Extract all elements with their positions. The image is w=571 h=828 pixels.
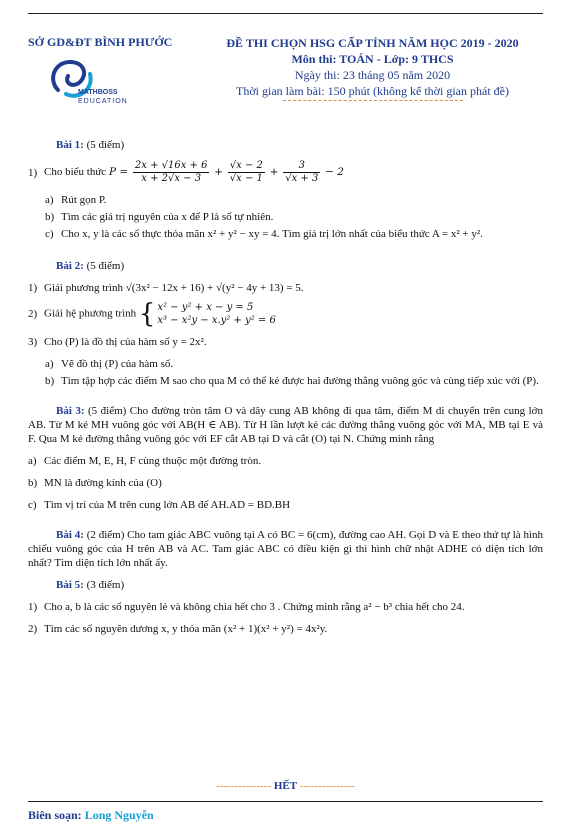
bai3-b: b) MN là đường kính của (O) [28, 477, 162, 489]
author-label: Biên soạn: [28, 808, 82, 822]
bai3-block [28, 404, 543, 446]
bai4-title: Bài 4: [56, 529, 84, 541]
bai2-a: a) Vẽ đồ thị (P) của hàm số. [45, 358, 174, 370]
department-name: SỞ GD&ĐT BÌNH PHƯỚC [28, 35, 173, 49]
bai4-text: (2 điểm) Cho tam giác ABC vuông tại A có BC = 6(cm), đường cao AH. Gọi D và E theo thứ tự là hình chiếu vuông góc của H trên AB và AC. Tam giác ABC có điều kiện gì thì hình chữ nhật ADHE có diện tích lớn nhất? Tìm diện tích lớn nhất ấy. [28, 529, 544, 569]
bai1-heading [56, 138, 543, 152]
author-line [28, 808, 154, 823]
author-name: Long Nguyễn [84, 808, 154, 822]
bai2-b: b) Tìm tập hợp các điểm M sao cho qua M có thể kẻ được hai đường thẳng vuông góc và cùng tiếp xúc với (P). [45, 375, 539, 387]
header-dash-line [283, 100, 463, 101]
bai1-points: (5 điểm) [86, 139, 125, 151]
bai1-title: Bài 1: [56, 139, 84, 151]
mathboss-logo [44, 50, 134, 106]
bai2-title: Bài 2: [56, 260, 84, 272]
frac-1: $\frac{2x + √16x + 6}{x + 2√x - 3}$ [134, 160, 208, 184]
bai2-heading [56, 259, 543, 273]
end-mark-text: HẾT [273, 780, 298, 792]
bai1-q1-prefix: Cho biểu thức [44, 166, 107, 179]
bai2-q2: 2) Giải hệ phương trình { x² − y² + x − y = 5 x³ − x²y − x.y² + y² = 6 [28, 299, 276, 329]
frac-2: $\frac{√x - 2}{√x - 1}$ [229, 160, 263, 184]
bai2-points: (5 điểm) [86, 260, 125, 272]
logo-top-text: MATHBOSS [78, 89, 118, 96]
bai5-points: (3 điểm) [86, 579, 125, 591]
page-header [0, 0, 571, 130]
bai3-text: (5 điểm) Cho đường tròn tâm O và dây cung AB không đi qua tâm, điểm M di chuyển trên cung lớn AB. Từ M kẻ MH vuông góc với AB(H ∈ AB). Từ H lần lượt kẻ các đường thẳng vuông góc với MA, MB tại E và F. Qua M kẻ đường thẳng vuông góc với EF cắt AB tại D và cắt (O) tại N. Chứng minh rằng [28, 405, 543, 445]
bai3-a: a) Các điểm M, E, H, F cùng thuộc một đường tròn. [28, 455, 262, 467]
bai1-a: a) Rút gọn P. [45, 194, 107, 206]
exam-subject: Môn thi: TOÁN - Lớp: 9 THCS [291, 52, 454, 66]
bai3-c: c) Tìm vị trí của M trên cung lớn AB để AH.AD = BD.BH [28, 499, 291, 511]
logo-bottom-text: EDUCATION [78, 98, 128, 105]
bai5-heading [56, 578, 543, 592]
bai1-b: b) Tìm các giá trị nguyên của x để P là số tự nhiên. [45, 211, 274, 223]
exam-title: ĐỀ THI CHỌN HSG CẤP TỈNH NĂM HỌC 2019 - 2020 [226, 36, 519, 50]
bai2-q3: 3) Cho (P) là đồ thị của hàm số y = 2x². [28, 336, 207, 348]
exam-content [28, 130, 543, 636]
frac-3: $\frac{3}{√x + 3}$ [285, 160, 319, 184]
exam-duration: Thời gian làm bài: 150 phút (không kể thời gian phát đề) [236, 84, 509, 98]
bai1-q1-P: P = [108, 166, 129, 179]
exam-info [205, 35, 540, 101]
equation-system: { x² − y² + x − y = 5 x³ − x²y − x.y² + y² = 6 [138, 299, 276, 329]
exam-date: Ngày thi: 23 tháng 05 năm 2020 [294, 68, 451, 82]
bai1-q1: 1) Cho biểu thức P = $\frac{2x + √16x + 6}{x + 2√x - 3}$ + $\frac{√x - 2}{√x - 1}$ + $\frac{3}{√x + 3}$ − 2 [28, 160, 344, 184]
q-number: 1) [28, 166, 38, 179]
bai4-block [28, 528, 543, 570]
bai5-title: Bài 5: [56, 579, 84, 591]
bai3-title: Bài 3: [56, 405, 85, 417]
bai5-q2: 2) Tìm các số nguyên dương x, y thỏa mãn (x² + 1)(x² + y²) = 4x²y. [28, 623, 328, 635]
bai2-q1: 1) Giải phương trình √(3x² − 12x + 16) + √(y² − 4y + 13) = 5. [28, 282, 304, 294]
bai1-c: c) Cho x, y là các số thực thỏa mãn x² + y² − xy = 4. Tìm giá trị lớn nhất của biểu thức A = x² + y². [45, 228, 483, 240]
bottom-rule [28, 801, 543, 802]
bai5-q1: 1) Cho a, b là các số nguyên lẻ và không chia hết cho 3 . Chứng minh rằng a² − b³ chia hết cho 24. [28, 601, 465, 613]
end-mark: --------------- HẾT --------------- [216, 780, 355, 792]
